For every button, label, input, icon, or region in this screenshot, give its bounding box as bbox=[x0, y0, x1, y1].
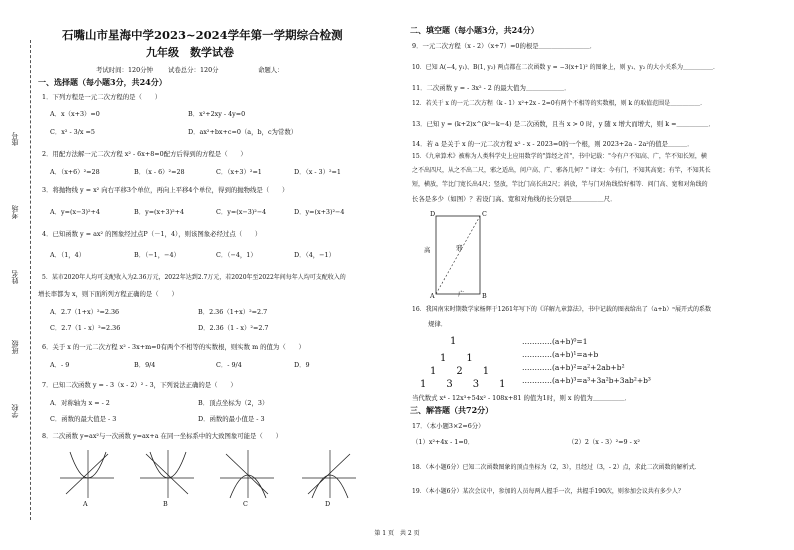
exam-room-label: 考场 bbox=[11, 205, 19, 219]
class-label: 班级 bbox=[11, 340, 19, 354]
pascal-row-2: 1 2 1 bbox=[430, 366, 490, 377]
question-5-line-1: 5．某市2020年人均可支配收入为2.36万元，2022年达到2.7万元，若2020年至2022年间每年人均可支配收入的 bbox=[42, 274, 346, 281]
exam-total-score: 试卷总分：120分 bbox=[168, 66, 219, 74]
expansion-0: …………(a+b)⁰=1 bbox=[522, 337, 588, 346]
q8-graph-a-label: A bbox=[83, 500, 88, 508]
q1-option-c: C．x² - 3/x =5 bbox=[50, 128, 95, 136]
q5-option-b: B．2.36（1+x）²=2.7 bbox=[198, 308, 268, 316]
question-14: 14．若 a 是关于 x 的一元二次方程 x² - x - 2023=0的一个根，则 2023+2a - 2a²的值是＿＿＿． bbox=[412, 140, 694, 148]
door-label-b: B bbox=[482, 292, 487, 300]
door-label-d: D bbox=[430, 210, 436, 218]
q1-option-d: D．ax²+bx+c=0（a，b，c为常数） bbox=[188, 128, 298, 136]
question-9: 9．一元二次方程（x - 2）（x+7）=0的根是＿＿＿＿＿＿＿＿． bbox=[412, 42, 597, 50]
q6-option-a: A．- 9 bbox=[50, 361, 70, 369]
q2-option-d: D．（x - 3）²=1 bbox=[294, 168, 341, 176]
question-16-line-1: 16．我国南宋时期数学家杨辉于1261年写下的《详解九章算法》，书中记载的图表给出了（a+b）ⁿ展开式的系数 bbox=[412, 306, 711, 313]
q4-option-c: C．（−4，1） bbox=[216, 251, 257, 259]
expansion-1: …………(a+b)¹=a+b bbox=[522, 350, 599, 359]
question-15-line-3: 短，横放，竿比门宽长出4尺；竖放，竿比门高长出2尺；斜放，竿与门对角线恰好相等．问门高、宽和对角线的 bbox=[412, 181, 708, 188]
q7-option-d: D．函数的最小值是 - 3 bbox=[198, 415, 265, 423]
q4-option-b: B．（−1，−4） bbox=[134, 251, 180, 259]
question-15-line-4: 长各是多少（如图）？若设门高、宽和对角线的长分别是＿＿＿＿＿尺． bbox=[412, 195, 617, 203]
seat-number-label: 座号 bbox=[11, 132, 19, 146]
question-5-line-2: 增长率都为 x，则下面所列方程正确的是（ ） bbox=[38, 290, 178, 298]
q4-option-a: A．（1，4） bbox=[50, 251, 86, 259]
q2-option-c: C．（x+3）²=1 bbox=[216, 168, 262, 176]
question-13: 13．已知 y = (k+2)x^(k²−k−4) 是二次函数，且当 x > 0 时，y 随 x 增大而增大，则 k =＿＿＿＿＿． bbox=[412, 120, 715, 128]
pascal-row-1: 1 1 bbox=[440, 353, 473, 364]
q5-option-a: A．2.7（1+x）²=2.36 bbox=[50, 308, 120, 316]
exam-subtitle: 九年级 数学试卷 bbox=[146, 46, 234, 59]
question-16-line-3: 当代数式 x⁴ - 12x³+54x² - 108x+81 的值为1时，则 x 的值为＿＿＿＿＿． bbox=[412, 394, 632, 402]
question-7: 7．已知二次函数 y = - 3（x - 2）² - 3，下列说法正确的是（ ） bbox=[42, 381, 237, 389]
q6-option-c: C．- 9/4 bbox=[216, 361, 242, 369]
page-footer: 第 1 页 共 2 页 bbox=[374, 530, 420, 537]
name-label: 姓名 bbox=[11, 270, 19, 284]
question-17-part-1: （1）x²+4x - 1=0． bbox=[412, 438, 475, 446]
door-label-diagonal: 邪 bbox=[456, 244, 463, 252]
q3-option-d: D．y=(x+3)²−4 bbox=[294, 208, 345, 216]
left-column bbox=[38, 0, 390, 520]
q4-option-d: D．（4，−1） bbox=[294, 251, 335, 259]
right-column bbox=[410, 0, 782, 520]
pascal-row-0: 1 bbox=[450, 336, 457, 347]
q7-option-a: A．对称轴为 x = - 2 bbox=[50, 399, 110, 407]
school-label: 学校 bbox=[11, 404, 19, 418]
pascal-row-3: 1 3 3 1 bbox=[420, 379, 506, 390]
q1-option-b: B．x²+2xy - 4y=0 bbox=[188, 110, 246, 118]
question-6: 6．关于 x 的一元二次方程 x² - 3x+m=0有两个不相等的实数根，则实数 m 的值为（ ） bbox=[42, 343, 305, 351]
question-15-line-2: 之不出四尺，从之不出二尺，邪之适出，问户高、广、邪各几何？" 译文：今有门，不知其高宽；有竿，不知其长 bbox=[412, 167, 711, 174]
question-18: 18．（本小题6分）已知二次函数图象的顶点坐标为（2，3），且经过（3，- 2）点，求此二次函数的解析式． bbox=[412, 464, 701, 471]
expansion-3: …………(a+b)³=a³+3a²b+3ab²+b³ bbox=[522, 376, 651, 385]
exam-title: 石嘴山市星海中学2023~2024学年第一学期综合检测 bbox=[62, 28, 343, 42]
q1-option-a: A．x（x+3）=0 bbox=[50, 110, 100, 118]
q8-graph-d bbox=[300, 448, 358, 500]
q8-graph-c bbox=[218, 448, 276, 500]
question-17-part-2: （2）2（x - 3）²=9 - x² bbox=[568, 438, 640, 446]
door-diagram bbox=[422, 208, 492, 302]
q5-option-c: C．2.7（1 - x）²=2.36 bbox=[50, 324, 121, 332]
question-17: 17．（本小题3×2=6分） bbox=[412, 422, 485, 430]
q3-option-b: B．y=(x+3)²+4 bbox=[134, 208, 185, 216]
section-1-heading: 一、选择题（每小题3分，共24分） bbox=[38, 77, 167, 87]
door-label-width: 广 bbox=[458, 290, 465, 298]
question-4: 4．已知函数 y = ax² 的图象经过点P（－1，4），则该图象必经过点（ ） bbox=[42, 230, 262, 238]
q8-graph-b-label: B bbox=[163, 500, 168, 508]
door-label-a: A bbox=[430, 292, 435, 300]
q3-option-c: C．y=(x−3)²−4 bbox=[216, 208, 267, 216]
q7-option-c: C．函数的最大值是 - 3 bbox=[50, 415, 117, 423]
q8-graph-b bbox=[138, 448, 196, 500]
exam-author: 命题人： bbox=[258, 66, 284, 74]
question-10: 10．已知 A(−4, y₁)、B(1, y₂) 两点都在二次函数 y = −3(x+1)² 的图象上，则 y₁、y₂ 的大小关系为＿＿＿＿＿． bbox=[412, 64, 720, 71]
question-1: 1．下列方程是一元二次方程的是（ ） bbox=[42, 93, 162, 101]
fold-line bbox=[30, 40, 31, 520]
q6-option-b: B．9/4 bbox=[134, 361, 156, 369]
question-3: 3．将抛物线 y = x² 向右平移3个单位，再向上平移4个单位，得到的抛物线是（ ） bbox=[42, 186, 289, 194]
q8-graph-d-label: D bbox=[325, 500, 331, 508]
section-3-heading: 三、解答题（共72分） bbox=[410, 405, 494, 415]
q7-option-b: B．顶点坐标为（2，3） bbox=[198, 399, 269, 407]
section-2-heading: 二、填空题（每小题3分，共24分） bbox=[410, 25, 539, 35]
question-11: 11．二次函数 y = - 3x² - 2 的最大值为＿＿＿＿＿＿． bbox=[412, 84, 571, 92]
q6-option-d: D．9 bbox=[294, 361, 310, 369]
q8-graph-c-label: C bbox=[243, 500, 248, 508]
expansion-2: …………(a+b)²=a²+2ab+b² bbox=[522, 363, 625, 372]
question-8: 8．二次函数 y=ax²与一次函数 y=ax+a 在同一坐标系中的大致图象可能是（ ） bbox=[42, 432, 282, 440]
door-label-height: 高 bbox=[424, 246, 431, 254]
question-19: 19．（本小题6分）某次会议中，参加的人员每两人握手一次，共握手190次，则参加会议共有多少人？ bbox=[412, 488, 684, 495]
question-15-line-1: 15．《九章算术》被称为人类科学史上应用数学的"算经之首"，书中记载："今有户不知高、广，竿不知长短，横 bbox=[412, 153, 707, 160]
question-2: 2．用配方法解一元二次方程 x² - 6x+8=0配方后得到的方程是（ ） bbox=[42, 150, 247, 158]
exam-time: 考试时间：120分钟 bbox=[96, 66, 153, 74]
question-12: 12．若关于 x 的一元二次方程（k - 1）x²+2x - 2=0有两个不相等的实数根，则 k 的取值范围是＿＿＿＿＿． bbox=[412, 100, 707, 107]
q2-option-b: B．（x - 6）²=28 bbox=[134, 168, 185, 176]
q5-option-d: D．2.36（1 - x）²=2.7 bbox=[198, 324, 269, 332]
door-label-c: C bbox=[482, 210, 487, 218]
question-16-line-2: 规律． bbox=[428, 320, 448, 328]
q3-option-a: A．y=(x−3)²+4 bbox=[50, 208, 100, 216]
q8-graph-a bbox=[58, 448, 116, 500]
q2-option-a: A．（x+6）²=28 bbox=[50, 168, 100, 176]
